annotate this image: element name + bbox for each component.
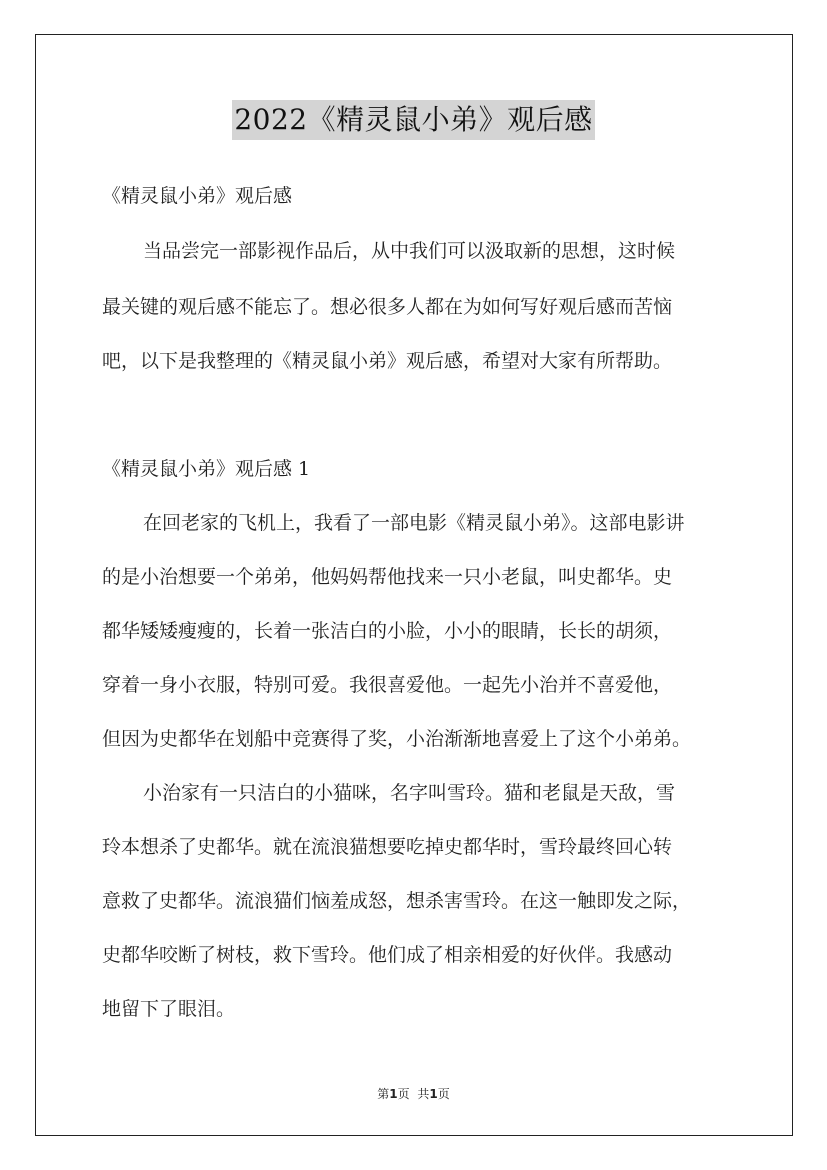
page-number: 1 — [389, 1087, 398, 1101]
title-container — [0, 100, 827, 140]
total-prefix: 共 — [417, 1087, 430, 1101]
section-heading: 《精灵鼠小弟》观后感 — [102, 185, 293, 207]
body-line: 史都华咬断了树枝，救下雪玲。他们成了相亲相爱的好伙伴。我感动 — [102, 944, 673, 966]
body-line: 意救了史都华。流浪猫们恼羞成怒，想杀害雪玲。在这一触即发之际， — [102, 890, 692, 912]
body-line: 小治家有一只洁白的小猫咪，名字叫雪玲。猫和老鼠是天敌，雪 — [143, 782, 676, 804]
body-line: 穿着一身小衣服，特别可爱。我很喜爱他。一起先小治并不喜爱他， — [102, 674, 673, 696]
body-line: 地留下了眼泪。 — [102, 998, 236, 1020]
body-line: 的是小治想要一个弟弟，他妈妈帮他找来一只小老鼠，叫史都华。史 — [102, 566, 673, 588]
intro-line: 吧，以下是我整理的《精灵鼠小弟》观后感，希望对大家有所帮助。 — [102, 350, 673, 372]
body-line: 但因为史都华在划船中竞赛得了奖，小治渐渐地喜爱上了这个小弟弟。 — [102, 728, 692, 750]
page-footer — [0, 1085, 827, 1102]
page-suffix: 页 — [397, 1087, 410, 1101]
intro-line: 当品尝完一部影视作品后，从中我们可以汲取新的思想，这时候 — [143, 240, 676, 262]
body-line: 在回老家的飞机上，我看了一部电影《精灵鼠小弟》。这部电影讲 — [143, 512, 685, 534]
body-line: 都华矮矮瘦瘦的，长着一张洁白的小脸，小小的眼睛，长长的胡须， — [102, 620, 673, 642]
total-pages: 1 — [429, 1087, 438, 1101]
body-line: 玲本想杀了史都华。就在流浪猫想要吃掉史都华时，雪玲最终回心转 — [102, 836, 673, 858]
page-prefix: 第 — [377, 1087, 390, 1101]
essay-heading: 《精灵鼠小弟》观后感 1 — [102, 458, 311, 480]
document-title: 2022《精灵鼠小弟》观后感 — [232, 100, 594, 140]
intro-line: 最关键的观后感不能忘了。想必很多人都在为如何写好观后感而苦恼 — [102, 296, 673, 318]
total-suffix: 页 — [437, 1087, 450, 1101]
